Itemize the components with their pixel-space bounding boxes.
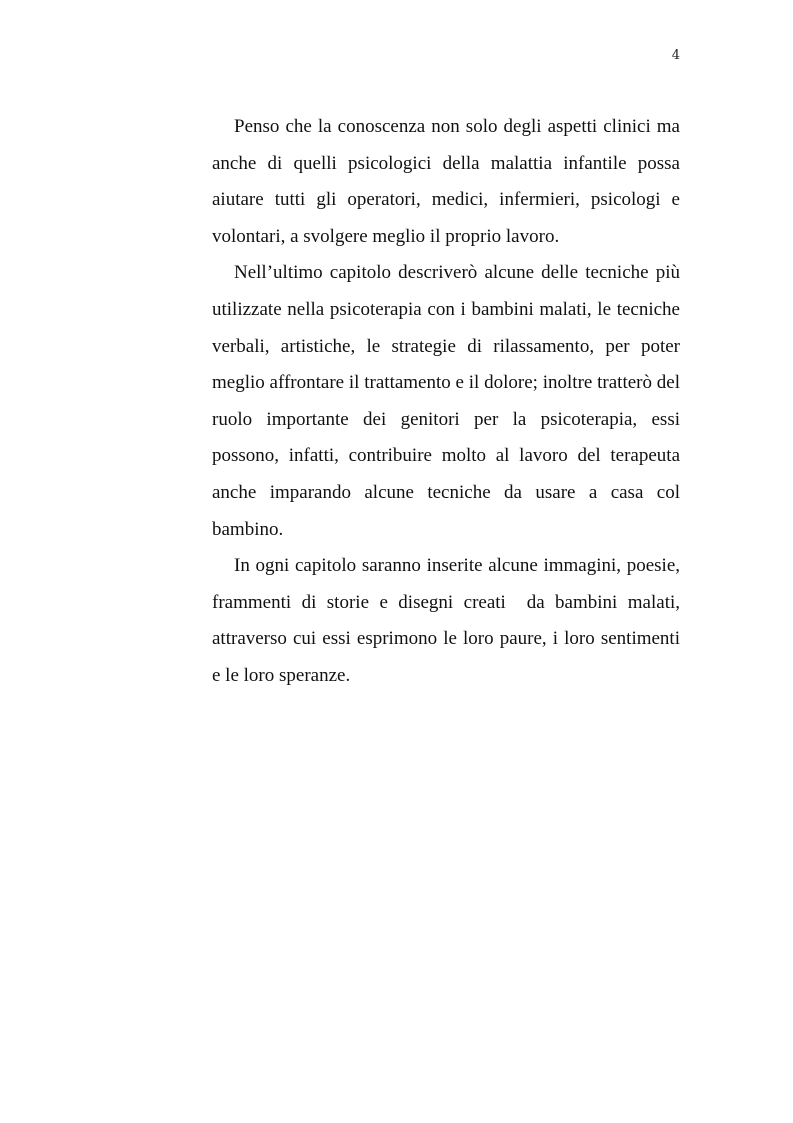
page-number: 4: [671, 48, 680, 63]
paragraph-intro-psychology: Penso che la conoscenza non solo degli aspetti clinici ma anche di quelli psicologici della malattia infantile possa aiutare tutti gli operatori, medici, infermieri, psicologi e volontari, a svolgere meglio il proprio lavoro.: [212, 116, 685, 247]
paragraph-last-chapter-techniques: Nell’ultimo capitolo descriverò alcune delle tecniche più utilizzate nella psicoterapia con i bambini malati, le tecniche verbali, artistiche, le strategie di rilassamento, per poter meglio affrontare il trattamento e il dolore; inoltre tratterò del ruolo importante dei genitori per la psicoterapia, essi possono, infatti, contribuire molto al lavoro del terapeuta anche imparando alcune tecniche da usare a casa col bambino.: [212, 262, 695, 540]
body-text: [212, 109, 695, 695]
paragraph-chapter-images: In ogni capitolo saranno inserite alcune immagini, poesie, frammenti di storie e disegni creati da bambini malati, attraverso cui essi esprimono le loro paure, i loro sentimenti e le loro speranze.: [212, 555, 685, 686]
